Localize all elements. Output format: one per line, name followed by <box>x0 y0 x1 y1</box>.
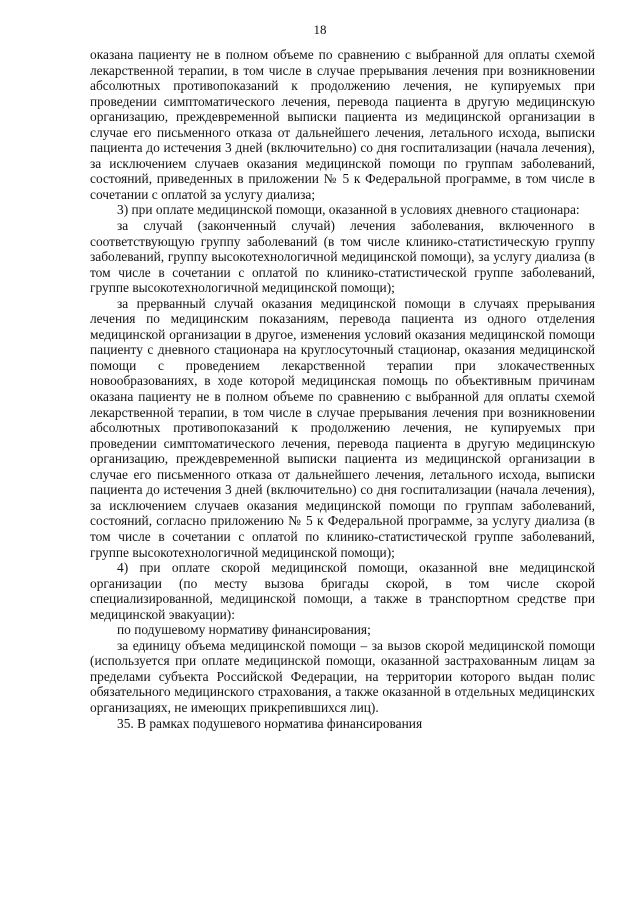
paragraph-interrupted-case: за прерванный случай оказания медицинской помощи в случаях прерывания лечения по медицинским показаниям, перевода пациента из одного отделения медицинской организации в другое, изменения условий оказания медицинской помощи пациенту с дневного стационара на круглосуточный стационар, оказания медицинской помощи с проведением лекарственной терапии при злокачественных новообразованиях, в ходе которой медицинская помощь по объективным причинам оказана пациенту не в полном объеме по сравнению с выбранной для оплаты схемой лекарственной терапии, в том числе в случае прерывания лечения при возникновении абсолютных противопоказаний к продолжению лечения, не купируемых при проведении симптоматического лечения, перевода пациента в другую медицинскую организацию, преждевременной выписки пациента из медицинской организации в случае его письменного отказа от дальнейшего лечения, летального исхода, выписки пациента до истечения 3 дней (включительно) со дня госпитализации (начала лечения), за исключением случаев оказания медицинской помощи по группам заболеваний, состояний, согласно приложению № 5 к Федеральной программе, за услугу диализа (в том числе в сочетании с оплатой по клинико-статистической группе заболеваний, группе высокотехнологичной медицинской помощи); <box>90 295 595 560</box>
paragraph-per-capita: по подушевому нормативу финансирования; <box>117 622 371 638</box>
paragraph-completed-case: за случай (законченный случай) лечения заболевания, включенного в соответствующую группу заболеваний (в том числе клинико-статистическую группу заболеваний, группу высокотехнологичной медицинской помощи), за услугу диализа (в том числе в сочетании с оплатой по клинико-статистической группе заболеваний, группе высокотехнологичной медицинской помощи); <box>90 218 595 296</box>
page-number: 18 <box>313 22 327 37</box>
paragraph-item-4: 4) при оплате скорой медицинской помощи, оказанной вне медицинской организации (по месту вызова бригады скорой, в том числе скорой специализированной, медицинской помощи, а также в транспортном средстве при медицинской эвакуации): <box>90 560 595 622</box>
paragraph-continuation: оказана пациенту не в полном объеме по сравнению с выбранной для оплаты схемой лекарственной терапии, в том числе в случае прерывания лечения при возникновении абсолютных противопоказаний к продолжению лечения, не купируемых при проведении симптоматического лечения, перевода пациента в другую медицинскую организацию, преждевременной выписки пациента из медицинской организации в случае его письменного отказа от дальнейшего лечения, летального исхода, выписки пациента до истечения 3 дней (включительно) со дня госпитализации (начала лечения), за исключением случаев оказания медицинской помощи по группам заболеваний, состояний, приведенных в приложении № 5 к Федеральной программе, в том числе в сочетании с оплатой за услугу диализа; <box>90 47 595 202</box>
paragraph-per-call: за единицу объема медицинской помощи – за вызов скорой медицинской помощи (используется при оплате медицинской помощи, оказанной застрахованным лицам за пределами субъекта Российской Федерации, на территории которого выдан полис обязательного медицинского страхования, а также оказанной в отдельных медицинских организациях, не имеющих прикрепившихся лиц). <box>90 637 595 715</box>
paragraph-item-35: 35. В рамках подушевого норматива финансирования <box>117 715 423 731</box>
paragraph-item-3: 3) при оплате медицинской помощи, оказанной в условиях дневного стационара: <box>117 202 580 218</box>
document-body <box>90 47 595 731</box>
